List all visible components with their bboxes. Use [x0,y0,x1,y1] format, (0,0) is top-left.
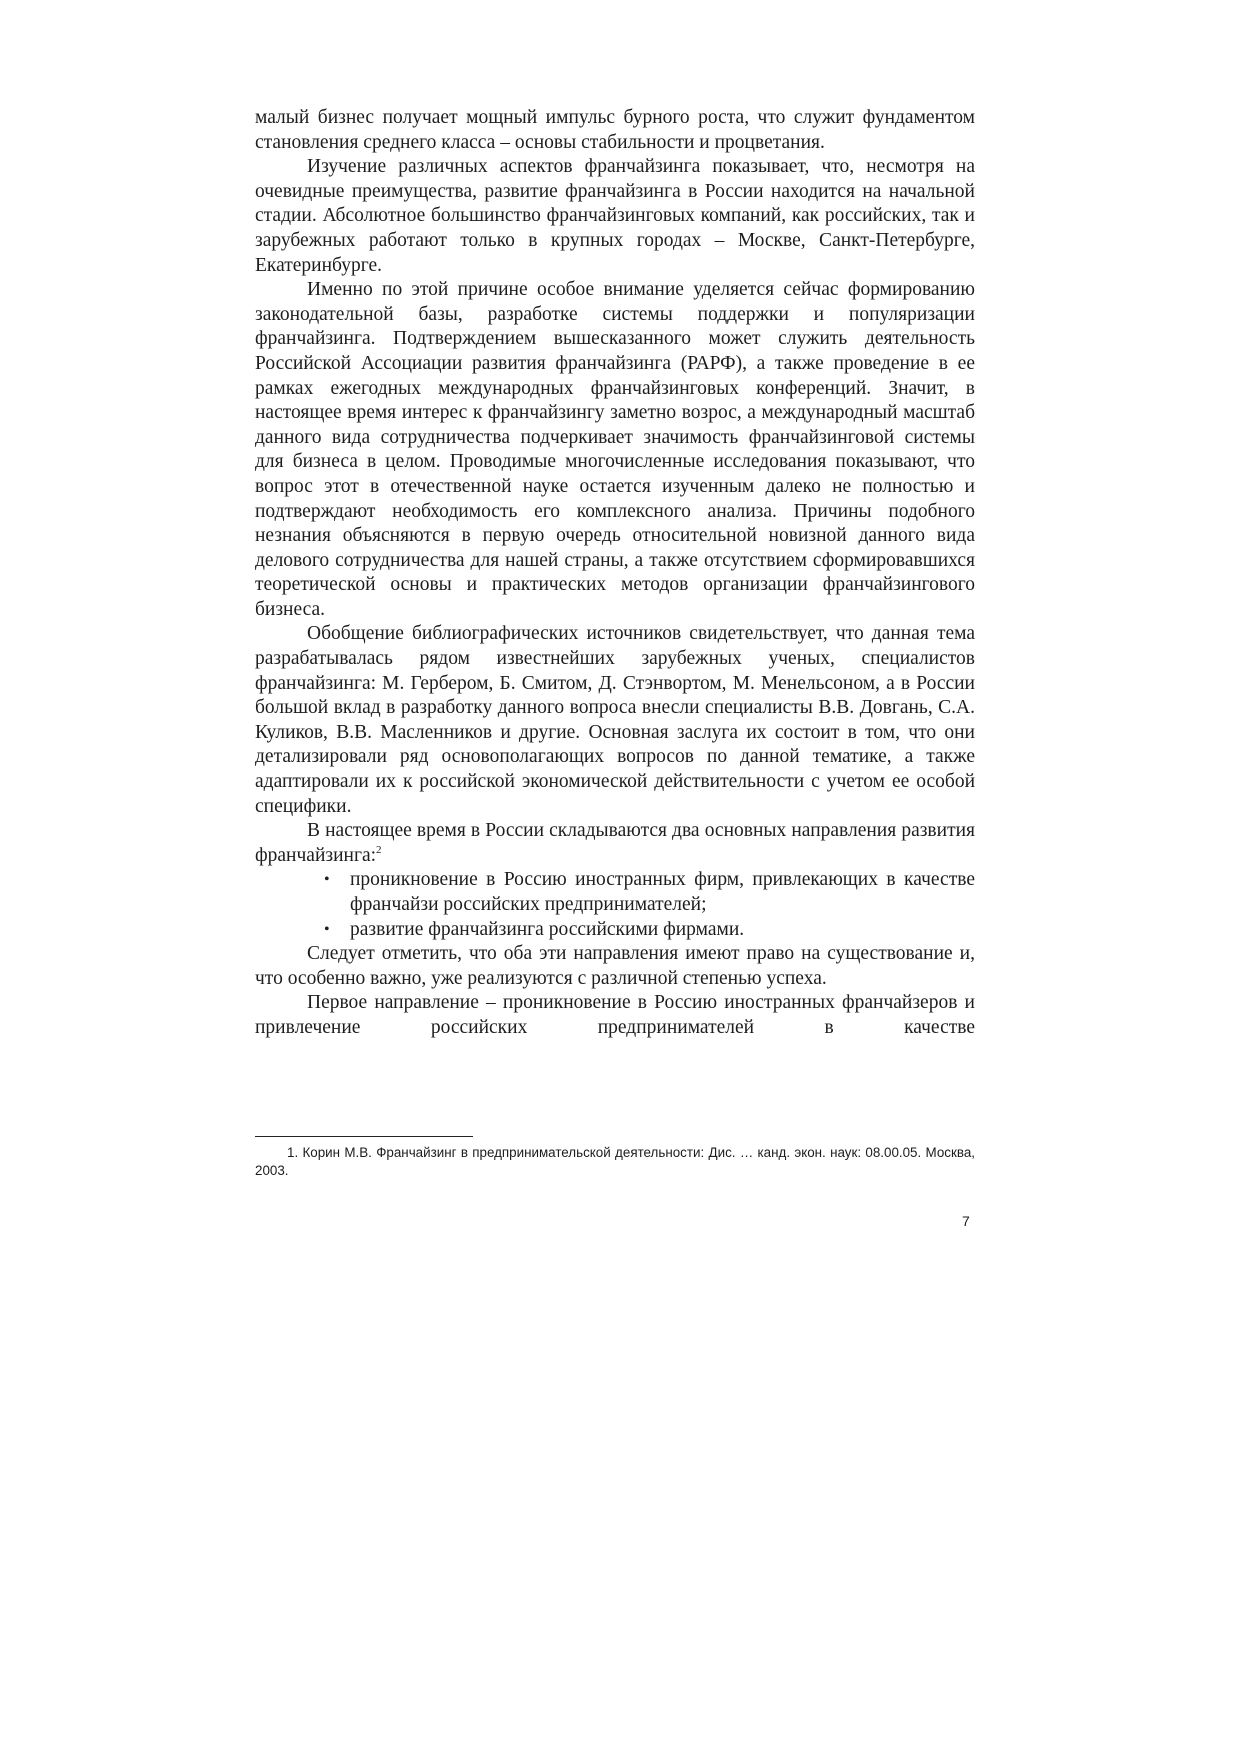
paragraph-legislation: Именно по этой причине особое внимание уделяется сейчас формированию законодательной базы, разработке системы поддержки и популяризации франчайзинга. Подтверждением вышесказанного может служить деятельность Российской Ассоциации развития франчайзинга (РАРФ), а также проведение в ее рамках ежегодных международных франчайзинговых конференций. Значит, в настоящее время интерес к франчайзингу заметно возрос, а международный масштаб данного вида сотрудничества подчеркивает значимость франчайзинговой системы для бизнеса в целом. Проводимые многочисленные исследования показывают, что вопрос этот в отечественной науке остается изученным далеко не полностью и подтверждают необходимость его комплексного анализа. Причины подобного незнания объясняются в первую очередь относительной новизной данного вида делового сотрудничества для нашей страны, а также отсутствием сформировавшихся теоретической основы и практических методов организации франчайзингового бизнеса. [255,279,975,620]
directions-list [255,868,975,942]
paragraph-continued: малый бизнес получает мощный импульс бурного роста, что служит фундаментом становления среднего класса – основы стабильности и процветания. [255,107,975,153]
list-item [324,918,975,943]
paragraph-two-directions-text: В настоящее время в России складываются два основных направления развития франчайзинга: [255,820,975,866]
paragraph-franchising-aspects: Изучение различных аспектов франчайзинга показывает, что, несмотря на очевидные преимущества, развитие франчайзинга в России находится на начальной стадии. Абсолютное большинство франчайзинговых компаний, как российских, так и зарубежных работают только в крупных городах – Москве, Санкт-Петербурге, Екатеринбурге. [255,156,975,276]
footnote-reference: 2 [376,843,382,856]
footnote-divider [255,1136,473,1137]
bullet-icon: • [324,920,330,938]
page-number: 7 [962,1213,970,1229]
paragraph-two-directions [255,819,975,868]
paragraph-bibliography: Обобщение библиографических источников свидетельствует, что данная тема разрабатывалась рядом известнейших зарубежных ученых, специалистов франчайзинга: М. Гербером, Б. Смитом, Д. Стэнвортом, М. Менельсоном, а в России большой вклад в разработку данного вопроса внесли специалисты В.В. Довгань, С.А. Куликов, В.В. Масленников и другие. Основная заслуга их состоит в том, что они детализировали ряд основополагающих вопросов по данной тематике, а также адаптировали их к российской экономической действительности с учетом ее особой специфики. [255,623,975,817]
list-item-text: проникновение в Россию иностранных фирм, привлекающих в качестве франчайзи российских предпринимателей; [350,869,975,915]
paragraph-both-directions: Следует отметить, что оба эти направления имеют право на существование и, что особенно важно, уже реализуются с различной степенью успеха. [255,943,975,989]
body-text [255,106,975,1041]
bullet-icon: • [324,871,330,889]
footnote: 1. Корин М.В. Франчайзинг в предпринимательской деятельности: Дис. … канд. экон. наук: 08.00.05. Москва, 2003. [255,1145,975,1178]
paragraph-first-direction: Первое направление – проникновение в Россию иностранных франчайзеров и привлечение российских предпринимателей в качестве [255,992,975,1038]
list-item-text: развитие франчайзинга российскими фирмами. [350,918,745,940]
list-item [324,868,975,917]
